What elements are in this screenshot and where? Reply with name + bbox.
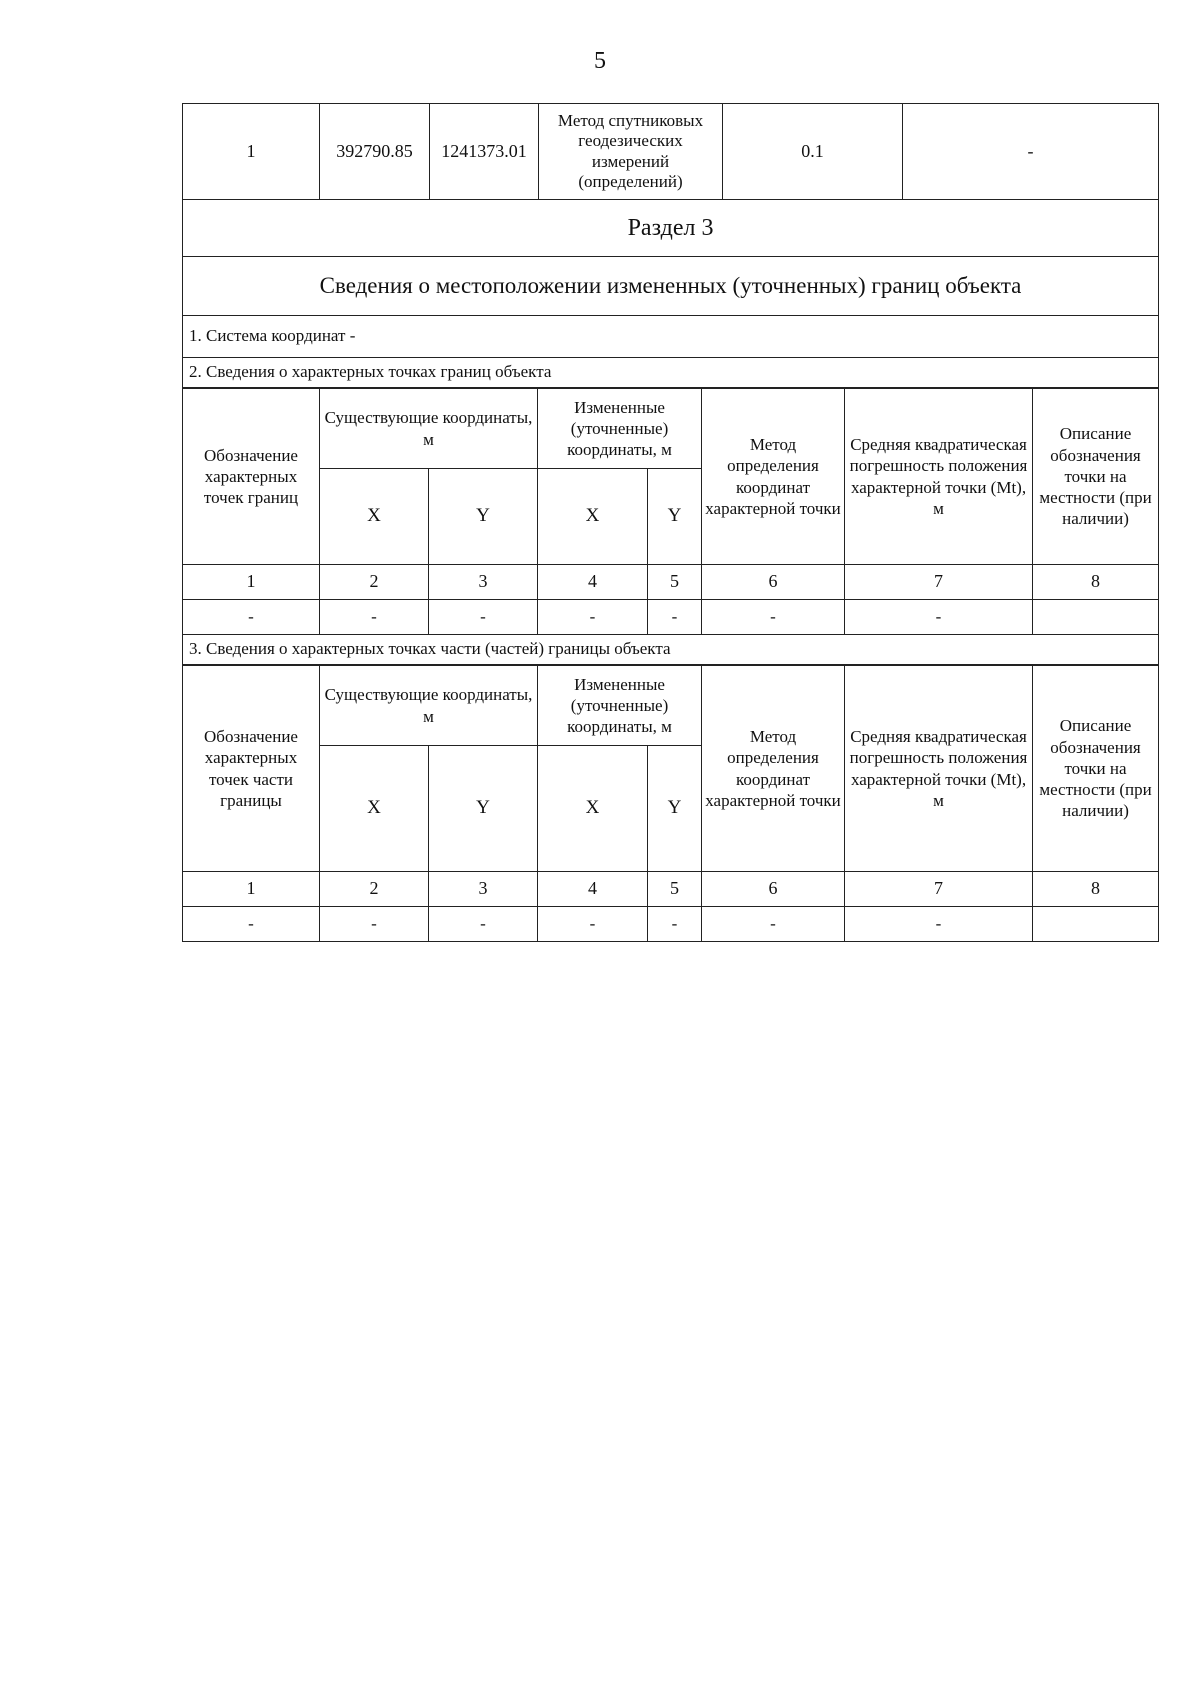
point-number: 1 (183, 104, 320, 200)
accuracy: 0.1 (723, 104, 903, 200)
col-number: 6 (702, 872, 845, 907)
header-description: Описание обозначения точки на местности (при наличии) (1033, 389, 1159, 565)
cell: - (429, 907, 538, 942)
col-number: 1 (183, 872, 320, 907)
coord-y: 1241373.01 (430, 104, 539, 200)
header-existing-coords: Существующие координаты, м (320, 389, 538, 469)
part-boundary-points-table (182, 665, 1159, 942)
cell: - (845, 600, 1033, 635)
header-accuracy: Средняя квадратическая погрешность положения характерной точки (Mt), м (845, 389, 1033, 565)
cell: - (538, 907, 648, 942)
header-accuracy: Средняя квадратическая погрешность положения характерной точки (Mt), м (845, 666, 1033, 872)
header-y-changed: Y (648, 746, 702, 872)
col-number: 6 (702, 565, 845, 600)
col-number: 2 (320, 872, 429, 907)
cell: - (702, 600, 845, 635)
header-existing-coords: Существующие координаты, м (320, 666, 538, 746)
column-numbers-row (183, 565, 1159, 600)
description: - (903, 104, 1159, 200)
document-table (182, 103, 1158, 942)
col-number: 8 (1033, 872, 1159, 907)
cell: - (538, 600, 648, 635)
coord-system: 1. Система координат - (183, 316, 1159, 358)
col-number: 8 (1033, 565, 1159, 600)
table-row (183, 600, 1159, 635)
cell: - (648, 600, 702, 635)
method: Метод спутниковых геодезических измерений (определений) (539, 104, 723, 200)
table-row (183, 907, 1159, 942)
col-number: 7 (845, 872, 1033, 907)
page-number: 5 (594, 48, 606, 74)
header-x-changed: X (538, 746, 648, 872)
col-number: 5 (648, 872, 702, 907)
part2-title: 2. Сведения о характерных точках границ объекта (183, 358, 1159, 388)
cell: - (845, 907, 1033, 942)
header-y-existing: Y (429, 469, 538, 565)
col-number: 3 (429, 872, 538, 907)
header-x-changed: X (538, 469, 648, 565)
col-number: 7 (845, 565, 1033, 600)
cell: - (320, 907, 429, 942)
header-method: Метод определения координат характерной точки (702, 666, 845, 872)
header-x-existing: X (320, 469, 429, 565)
header-changed-coords: Измененные (уточненные) координаты, м (538, 666, 702, 746)
col-number: 4 (538, 872, 648, 907)
cell: - (702, 907, 845, 942)
column-numbers-row (183, 872, 1159, 907)
cell (1033, 907, 1159, 942)
col-number: 2 (320, 565, 429, 600)
col-number: 4 (538, 565, 648, 600)
col-number: 1 (183, 565, 320, 600)
cell: - (320, 600, 429, 635)
col-number: 5 (648, 565, 702, 600)
header-designation: Обозначение характерных точек границ (183, 389, 320, 565)
part3-title: 3. Сведения о характерных точках части (частей) границы объекта (183, 635, 1159, 665)
header-y-existing: Y (429, 746, 538, 872)
col-number: 3 (429, 565, 538, 600)
header-description: Описание обозначения точки на местности (при наличии) (1033, 666, 1159, 872)
header-method: Метод определения координат характерной точки (702, 389, 845, 565)
cell: - (183, 600, 320, 635)
boundary-points-table (182, 388, 1159, 665)
cell (1033, 600, 1159, 635)
cell: - (183, 907, 320, 942)
header-designation: Обозначение характерных точек части границы (183, 666, 320, 872)
header-y-changed: Y (648, 469, 702, 565)
section-heading: Сведения о местоположении измененных (уточненных) границ объекта (183, 257, 1159, 316)
top-data-row (183, 104, 1159, 200)
cell: - (648, 907, 702, 942)
section-title: Раздел 3 (183, 200, 1159, 257)
cell: - (429, 600, 538, 635)
header-x-existing: X (320, 746, 429, 872)
coord-x: 392790.85 (320, 104, 430, 200)
header-changed-coords: Измененные (уточненные) координаты, м (538, 389, 702, 469)
